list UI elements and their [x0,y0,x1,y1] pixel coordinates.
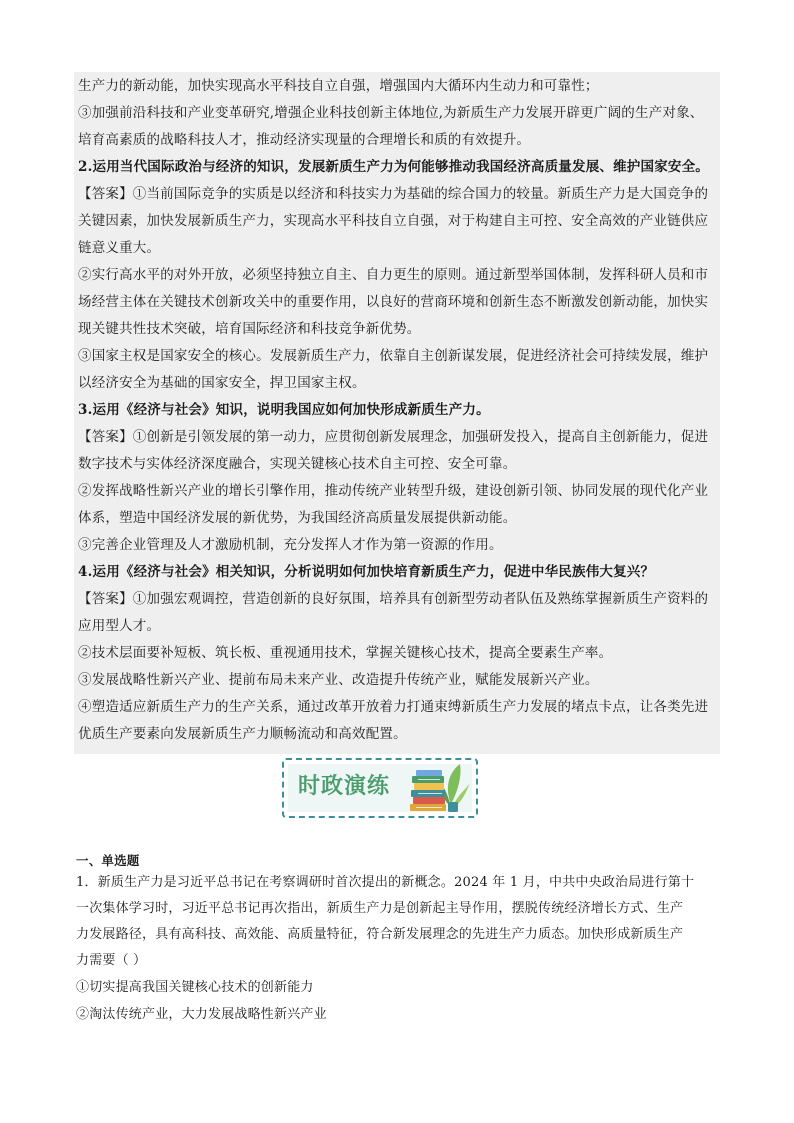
answer-line: 链意义重大。 [78,240,161,256]
question-2: 2.运用当代国际政治与经济的知识，发展新质生产力为何能够推动我国经济高质量发展、维护国家安全。 [78,159,709,175]
question-4: 4.运用《经济与社会》相关知识，分析说明如何加快培育新质生产力，促进中华民族伟大复兴？ [78,564,655,580]
text-line: 生产力的新动能，加快实现高水平科技自立自强，增强国内大循环内生动力和可靠性； [78,78,599,94]
text-line: 培育高素质的战略科技人才，推动经济实现量的合理增长和质的有效提升。 [78,132,531,148]
answer-line: 【答案】①创新是引领发展的第一动力，应贯彻创新发展理念，加强研发投入，提高自主创新能力，促进 [78,429,709,445]
question-text-line: 一次集体学习时，习近平总书记再次指出，新质生产力是创新起主导作用，摆脱传统经济增长方式、生产 [76,901,684,916]
answer-line: ④塑造适应新质生产力的生产关系，通过改革开放着力打通束缚新质生产力发展的堵点卡点，让各类先进 [78,699,709,715]
answer-line: 以经济安全为基础的国家安全，捍卫国家主权。 [78,375,366,391]
answer-line: ③国家主权是国家安全的核心。发展新质生产力，依靠自主创新谋发展，促进经济社会可持续发展，维护 [78,348,709,364]
option-line: ①切实提高我国关键核心技术的创新能力 [76,980,314,995]
books-plant-icon [404,762,470,814]
answer-line: 关键因素，加快发展新质生产力，实现高水平科技自立自强，对于构建自主可控、安全高效的产业链供应 [78,213,709,229]
question-text-line: 力发展路径，具有高科技、高效能、高质量特征，符合新发展理念的先进生产力质态。加快形成新质生产 [76,927,684,942]
answer-line: ②发挥战略性新兴产业的增长引擎作用，推动传统产业转型升级，建设创新引领、协同发展的现代化产业 [78,483,709,499]
answer-line: 体系，塑造中国经济发展的新优势，为我国经济高质量发展提供新动能。 [78,510,517,526]
section-heading: 一、单选题 [76,853,140,868]
answer-line: 场经营主体在关键技术创新攻关中的重要作用，以良好的营商环境和创新生态不断激发创新动能，加快实 [78,294,709,310]
banner-label: 时政演练 [298,774,391,799]
answer-line: 【答案】①当前国际竞争的实质是以经济和科技实力为基础的综合国力的较量。新质生产力是大国竞争的 [78,186,709,202]
question-3: 3.运用《经济与社会》知识，说明我国应如何加快形成新质生产力。 [78,402,490,418]
answer-line: 数字技术与实体经济深度融合，实现关键核心技术自主可控、安全可靠。 [78,456,517,472]
text-line: ③加强前沿科技和产业变革研究,增强企业科技创新主体地位,为新质生产力发展开辟更广阔的生产对象、 [78,105,704,121]
answer-line: ②技术层面要补短板、筑长板、重视通用技术，掌握关键核心技术，提高全要素生产率。 [78,645,613,661]
answer-line: 【答案】①加强宏观调控，营造创新的良好氛围，培养具有创新型劳动者队伍及熟练掌握新质生产资料的 [78,591,709,607]
answer-line: 现关键共性技术突破，培育国际经济和科技竞争新优势。 [78,321,421,337]
answer-line: ②实行高水平的对外开放，必须坚持独立自主、自力更生的原则。通过新型举国体制，发挥科研人员和市 [78,267,709,283]
question-text-line: 力需要（ ） [76,953,147,968]
option-line: ②淘汰传统产业，大力发展战略性新兴产业 [76,1007,327,1022]
question-text-line: 1．新质生产力是习近平总书记在考察调研时首次提出的新概念。2024 年 1 月，中共中央政治局进行第十 [76,875,695,890]
answer-line: ③发展战略性新兴产业、提前布局未来产业、改造提升传统产业，赋能发展新兴产业。 [78,672,599,688]
section-banner [282,758,478,818]
answer-line: 应用型人才。 [78,618,161,634]
answer-line: ③完善企业管理及人才激励机制，充分发挥人才作为第一资源的作用。 [78,537,503,553]
answer-line: 优质生产要素向发展新质生产力顺畅流动和高效配置。 [78,726,407,742]
